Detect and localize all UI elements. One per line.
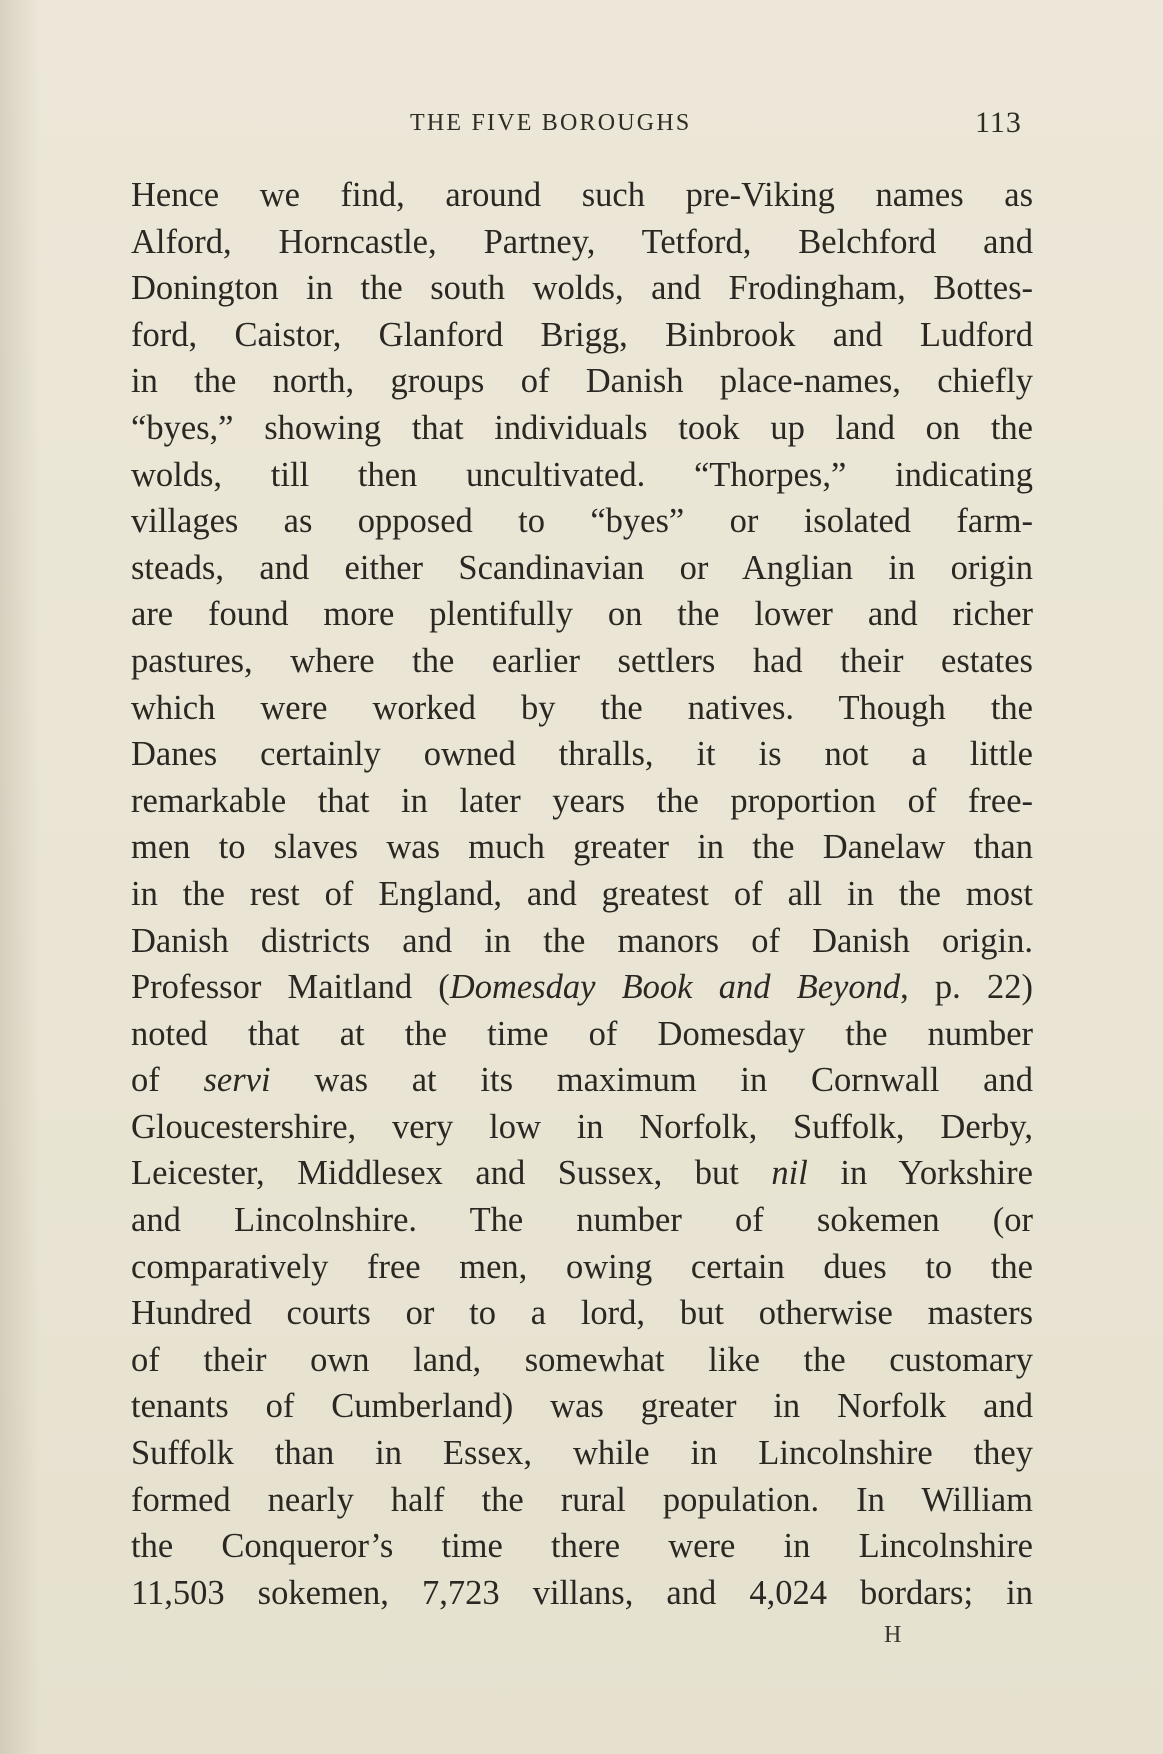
text-line: [131, 1057, 1033, 1104]
text-line: [131, 638, 1033, 685]
text-line: [131, 824, 1033, 871]
text-line: [131, 964, 1033, 1011]
text-segment: Hundred courts or to a lord, but otherwise masters: [131, 1294, 1033, 1333]
text-line: [131, 591, 1033, 638]
text-segment: tenants of Cumberland) was greater in Norfolk and: [131, 1387, 1033, 1426]
text-line: [131, 1197, 1033, 1244]
text-segment: “byes,” showing that individuals took up land on the: [131, 408, 1033, 447]
text-segment: in the north, groups of Danish place-names, chiefly: [131, 362, 1033, 401]
italic-text: servi: [203, 1061, 271, 1100]
text-line: [131, 172, 1033, 219]
text-segment: men to slaves was much greater in the Danelaw than: [131, 828, 1033, 867]
italic-text: nil: [771, 1154, 808, 1193]
text-segment: Alford, Horncastle, Partney, Tetford, Belchford and: [131, 222, 1033, 261]
text-segment: noted that at the time of Domesday the number: [131, 1014, 1033, 1053]
text-segment: wolds, till then uncultivated. “Thorpes,” indicating: [131, 455, 1033, 494]
text-line: [131, 1523, 1033, 1570]
text-segment: and Lincolnshire. The number of sokemen (or: [131, 1201, 1033, 1240]
text-line: [131, 1104, 1033, 1151]
text-line: [131, 871, 1033, 918]
text-line: [131, 498, 1033, 545]
text-segment: Donington in the south wolds, and Frodingham, Bottes-: [131, 269, 1033, 308]
text-line: [131, 1244, 1033, 1291]
text-segment: Danes certainly owned thralls, it is not a little: [131, 735, 1033, 774]
text-line: [131, 405, 1033, 452]
text-segment: Leicester, Middlesex and Sussex, but: [131, 1154, 772, 1193]
text-line: [131, 1011, 1033, 1058]
text-segment: Suffolk than in Essex, while in Lincolnshire they: [131, 1434, 1033, 1473]
text-line: [131, 1150, 1033, 1197]
body-text: [131, 172, 1033, 1616]
text-segment: comparatively free men, owing certain dues to the: [131, 1247, 1033, 1286]
text-line: [131, 1290, 1033, 1337]
text-segment: Gloucestershire, very low in Norfolk, Suffolk, Derby,: [131, 1107, 1033, 1146]
text-segment: was at its maximum in Cornwall and: [270, 1061, 1033, 1100]
text-line: [131, 778, 1033, 825]
text-segment: remarkable that in later years the proportion of free-: [131, 781, 1033, 820]
text-segment: pastures, where the earlier settlers had their estates: [131, 641, 1033, 680]
text-line: [131, 1383, 1033, 1430]
text-segment: which were worked by the natives. Though the: [131, 688, 1033, 727]
text-line: [131, 685, 1033, 732]
text-line: [131, 731, 1033, 778]
text-line: [131, 1477, 1033, 1524]
italic-text: Domesday Book and Beyond: [449, 968, 901, 1007]
running-head: [0, 106, 1163, 146]
page-number: 113: [975, 106, 1022, 139]
text-segment: Danish districts and in the manors of Danish origin.: [131, 921, 1033, 960]
text-segment: are found more plentifully on the lower and richer: [131, 595, 1033, 634]
text-segment: ford, Caistor, Glanford Brigg, Binbrook and Ludford: [131, 315, 1033, 354]
text-line: [131, 545, 1033, 592]
text-line: [131, 265, 1033, 312]
text-segment: formed nearly half the rural population. In William: [131, 1480, 1033, 1519]
text-segment: 11,503 sokemen, 7,723 villans, and 4,024 bordars; in: [131, 1573, 1033, 1612]
text-segment: Hence we find, around such pre-Viking names as: [131, 176, 1033, 214]
text-segment: Professor Maitland (: [131, 968, 450, 1007]
text-segment: in Yorkshire: [807, 1154, 1033, 1193]
text-line: [131, 1570, 1033, 1617]
text-line: [131, 918, 1033, 965]
text-segment: steads, and either Scandinavian or Anglian in origin: [131, 548, 1033, 587]
text-line: [131, 219, 1033, 266]
text-segment: , p. 22): [900, 968, 1033, 1007]
text-line: [131, 1430, 1033, 1477]
text-segment: of: [131, 1061, 204, 1100]
text-segment: in the rest of England, and greatest of all in the most: [131, 874, 1033, 913]
running-title: THE FIVE BOROUGHS: [410, 110, 692, 136]
text-segment: of their own land, somewhat like the customary: [131, 1340, 1033, 1379]
text-segment: villages as opposed to “byes” or isolated farm-: [131, 502, 1033, 541]
text-line: [131, 312, 1033, 359]
text-line: [131, 452, 1033, 499]
text-segment: the Conqueror’s time there were in Lincolnshire: [131, 1527, 1033, 1566]
signature-mark: H: [884, 1622, 903, 1648]
text-line: [131, 1337, 1033, 1384]
text-line: [131, 358, 1033, 405]
